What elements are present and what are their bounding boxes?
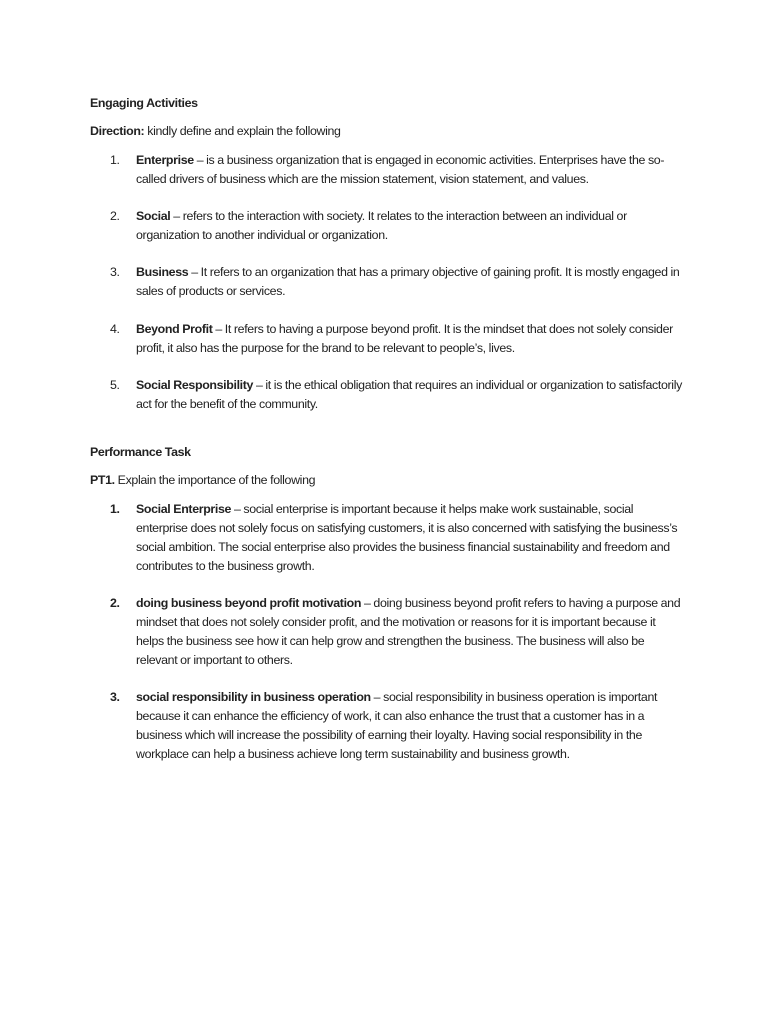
importance-term: social responsibility in business operation xyxy=(136,690,371,704)
list-number: 2. xyxy=(110,209,120,223)
list-number: 3. xyxy=(110,690,120,704)
importance-item-beyond-profit-motivation xyxy=(90,594,682,670)
list-number: 3. xyxy=(110,265,120,279)
list-number: 1. xyxy=(110,502,120,516)
definition-item-social-responsibility xyxy=(90,376,682,414)
definition-text: – is a business organization that is engaged in economic activities. Enterprises have the so-called drivers of business which are the mission statement, vision statement, and values. xyxy=(136,153,665,186)
definition-text: – It refers to having a purpose beyond profit. It is the mindset that does not solely consider profit, it also has the purpose for the brand to be relevant to people’s, lives. xyxy=(136,322,673,355)
engaging-activities-heading: Engaging Activities xyxy=(90,96,198,110)
pt1-text: Explain the importance of the following xyxy=(114,473,316,487)
importance-term: doing business beyond profit motivation xyxy=(136,596,362,610)
definition-term: Enterprise xyxy=(136,153,194,167)
importance-text: – social responsibility in business operation is important because it can enhance the efficiency of work, it can also enhance the trust that a customer has in a business which will increase the possibility of earning their loyalty. Having social responsibility in the workplace can help a business achieve long term sustainability and business growth. xyxy=(136,690,658,761)
importance-item-social-enterprise xyxy=(90,500,682,576)
importance-text: – doing business beyond profit refers to having a purpose and mindset that does not solely consider profit, and the motivation or reasons for it is important because it helps the business see how it can help grow and strengthen the business. The business will also be relevant or important to others. xyxy=(136,596,681,667)
direction-text: kindly define and explain the following xyxy=(144,124,341,138)
pt1-line xyxy=(90,471,682,490)
performance-task-heading: Performance Task xyxy=(90,445,191,459)
direction-line xyxy=(90,122,682,141)
direction-label: Direction: xyxy=(90,124,145,138)
definition-item-business xyxy=(90,263,682,301)
list-number: 2. xyxy=(110,596,120,610)
pt1-label: PT1. xyxy=(90,473,115,487)
definition-text: – refers to the interaction with society. It relates to the interaction between an individual or organization to another individual or organization. xyxy=(136,209,627,242)
importance-term: Social Enterprise xyxy=(136,502,232,516)
definition-term: Business xyxy=(136,265,189,279)
importance-text: – social enterprise is important because it helps make work sustainable, social enterprise does not solely focus on satisfying customers, it is also concerned with satisfying the business’s social ambition. The social enterprise also provides the business financial sustainability and freedom and contributes to the business growth. xyxy=(136,502,678,573)
importance-item-social-responsibility xyxy=(90,688,682,764)
list-number: 4. xyxy=(110,322,120,336)
list-number: 5. xyxy=(110,378,120,392)
definition-term: Social xyxy=(136,209,171,223)
definition-item-enterprise xyxy=(90,151,682,189)
definition-item-social xyxy=(90,207,682,245)
definition-item-beyond-profit xyxy=(90,320,682,358)
definition-text: – It refers to an organization that has a primary objective of gaining profit. It is mostly engaged in sales of products or services. xyxy=(136,265,680,298)
list-number: 1. xyxy=(110,153,120,167)
definition-text: – it is the ethical obligation that requires an individual or organization to satisfactorily act for the benefit of the community. xyxy=(136,378,682,411)
definition-term: Beyond Profit xyxy=(136,322,213,336)
definition-term: Social Responsibility xyxy=(136,378,254,392)
